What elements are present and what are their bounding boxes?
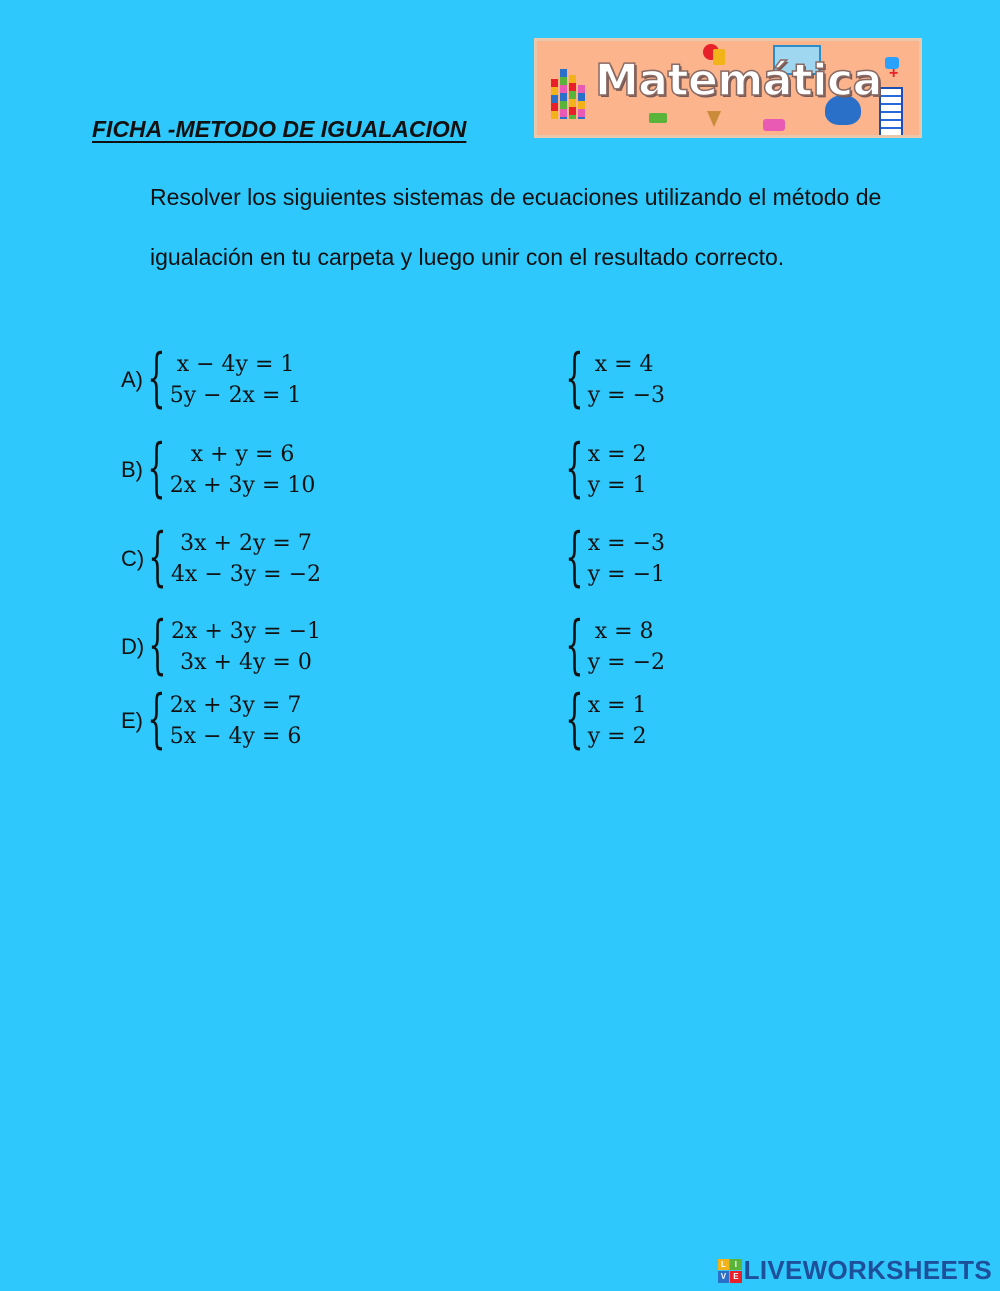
equation-2: 5x − 4y = 6 bbox=[169, 724, 302, 749]
banner-title: Matemática bbox=[595, 55, 882, 106]
solution-x: x = −3 bbox=[587, 531, 665, 556]
system-a[interactable] bbox=[121, 341, 302, 415]
brace: { bbox=[565, 682, 584, 756]
solution-x: x = 4 bbox=[587, 352, 654, 377]
brace: { bbox=[147, 431, 166, 505]
equation-2: 4x − 3y = −2 bbox=[170, 562, 322, 587]
equation-2: 5y − 2x = 1 bbox=[169, 383, 302, 408]
plus-icon: + bbox=[889, 65, 899, 82]
liveworksheets-text: LIVEWORKSHEETS bbox=[743, 1255, 992, 1285]
solution-1[interactable] bbox=[563, 341, 665, 415]
liveworksheets-icon: L I V E bbox=[718, 1259, 742, 1283]
solution-y: y = 1 bbox=[587, 473, 647, 498]
system-d[interactable] bbox=[121, 608, 322, 682]
system-e[interactable] bbox=[121, 682, 302, 756]
solution-5[interactable] bbox=[563, 682, 647, 756]
system-label: E) bbox=[121, 708, 143, 733]
equation-1: 3x + 2y = 7 bbox=[180, 531, 312, 556]
solution-4[interactable] bbox=[563, 608, 665, 682]
pencil-icon bbox=[763, 119, 785, 131]
instructions: Resolver los siguientes sistemas de ecuaciones utilizando el método de igualación en tu carpeta y luego unir con el resultado correcto. bbox=[150, 184, 882, 270]
system-c[interactable] bbox=[121, 520, 322, 594]
ten-frame-icon bbox=[879, 87, 903, 138]
equation-2: 2x + 3y = 10 bbox=[169, 473, 316, 498]
page-title: FICHA -METODO DE IGUALACION bbox=[92, 116, 467, 142]
brace: { bbox=[565, 608, 584, 682]
equation-1: x − 4y = 1 bbox=[176, 352, 295, 377]
solution-y: y = 2 bbox=[587, 724, 647, 749]
cone-icon bbox=[707, 111, 721, 127]
brace: { bbox=[565, 520, 584, 594]
system-label: D) bbox=[121, 634, 145, 659]
solution-x: x = 8 bbox=[587, 619, 654, 644]
brace: { bbox=[147, 682, 166, 756]
matematica-banner bbox=[534, 38, 922, 138]
brace: { bbox=[565, 341, 584, 415]
equation-1: 2x + 3y = 7 bbox=[169, 693, 302, 718]
equation-1: 2x + 3y = −1 bbox=[170, 619, 322, 644]
equation-1: x + y = 6 bbox=[190, 442, 295, 467]
brace: { bbox=[147, 341, 166, 415]
system-label: C) bbox=[121, 546, 145, 571]
system-label: A) bbox=[121, 367, 143, 392]
brace: { bbox=[148, 520, 167, 594]
brace: { bbox=[148, 608, 167, 682]
liveworksheets-logo[interactable] bbox=[718, 1255, 992, 1286]
solution-y: y = −2 bbox=[587, 650, 665, 675]
equation-2: 3x + 4y = 0 bbox=[180, 650, 312, 675]
solution-y: y = −1 bbox=[587, 562, 665, 587]
eraser-icon bbox=[649, 113, 667, 123]
solution-2[interactable] bbox=[563, 431, 647, 505]
system-label: B) bbox=[121, 457, 143, 482]
solution-x: x = 2 bbox=[587, 442, 647, 467]
solution-x: x = 1 bbox=[587, 693, 647, 718]
system-b[interactable] bbox=[121, 431, 316, 505]
solution-y: y = −3 bbox=[587, 383, 665, 408]
brace: { bbox=[565, 431, 584, 505]
solution-3[interactable] bbox=[563, 520, 665, 594]
